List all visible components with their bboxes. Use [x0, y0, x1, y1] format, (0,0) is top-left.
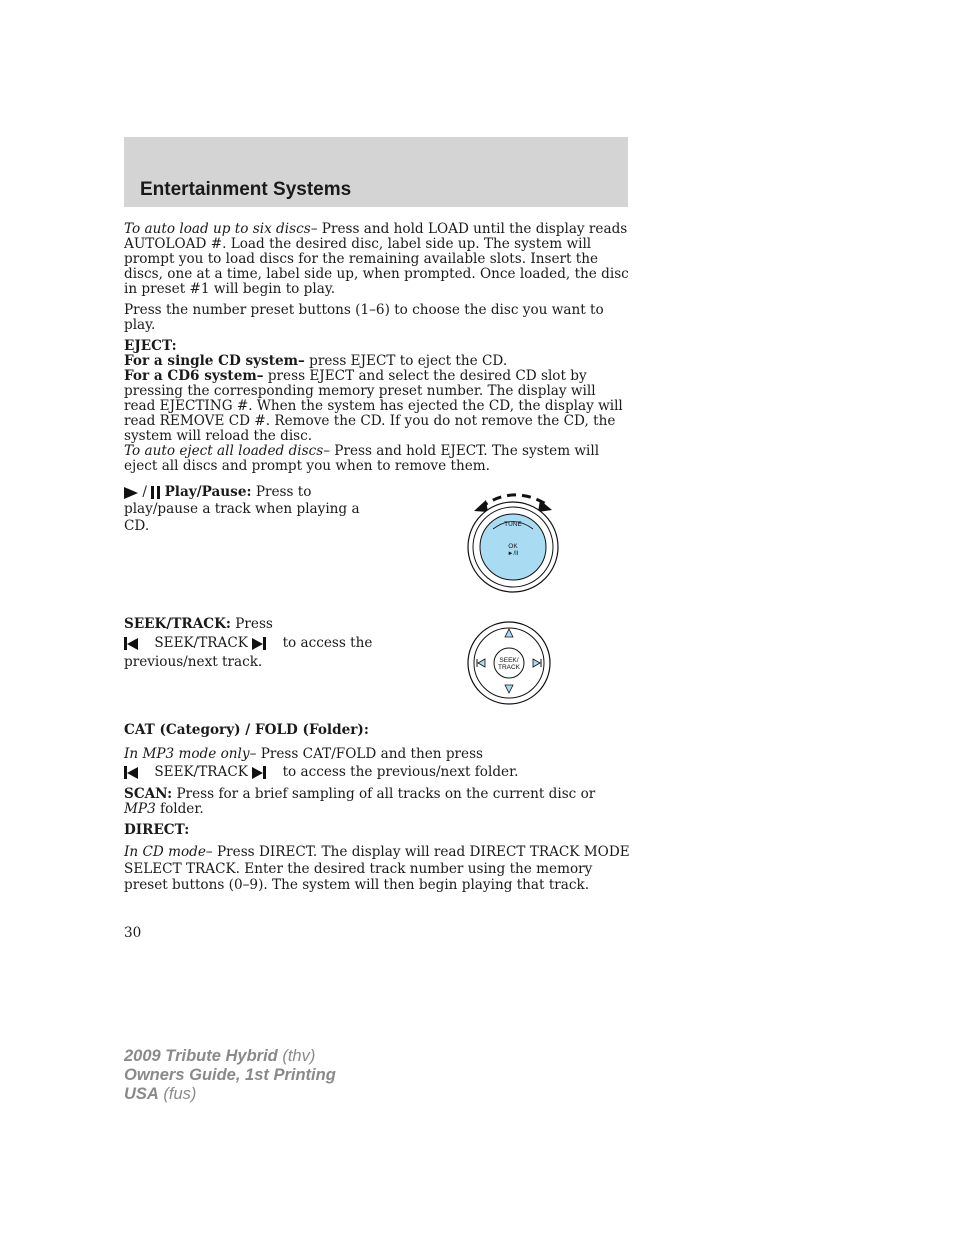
- pause-icon: [151, 486, 154, 499]
- direct-paragraph: In CD mode– Press DIRECT. The display will read DIRECT TRACK MODE SELECT TRACK. Enter the desired track number using the memory preset buttons (0–9). The system will then begin playing that track.: [124, 844, 630, 893]
- seek-track-label: SEEK/TRACK:: [124, 616, 231, 632]
- eject-single: For a single CD system– press EJECT to eject the CD.: [124, 353, 508, 369]
- ok-label: OK: [508, 543, 518, 550]
- eject-cd6: For a CD6 system– press EJECT and select the desired CD slot by pressing the corresponding memory preset number. The display will read EJECTING #. When the system has ejected the CD, the display will read REMOVE CD #. Remove the CD. If you do not remove the CD, the system will reload the disc.: [124, 368, 623, 444]
- section-title: Entertainment Systems: [140, 179, 352, 200]
- cat-heading: CAT (Category) / FOLD (Folder):: [124, 722, 369, 738]
- play-icon: [124, 487, 138, 499]
- play-pause-text: play/pause a track when playing a CD.: [124, 501, 360, 534]
- tune-label: TUNE: [504, 521, 522, 528]
- next-folder-bar-icon: [263, 766, 266, 779]
- play-pause-section: / Play/Pause: Press to play/pause a track when playing a CD.: [124, 484, 364, 535]
- autoload-text: – Press and hold LOAD until the display reads AUTOLOAD #. Load the desired disc, label side up. The system will prompt you to load discs for the remaining available slots. Insert the discs, one at a time, label side up, when prompted. Once loaded, the disc in preset #1 will begin to play.: [124, 221, 629, 297]
- previous-track-icon: [127, 638, 138, 650]
- seek-button-illustration: [465, 620, 553, 706]
- play-pause-knob-label: ►/II: [507, 551, 519, 557]
- tune-knob-illustration: [462, 488, 566, 596]
- section-header: [124, 137, 628, 207]
- eject-heading: EJECT:: [124, 338, 177, 354]
- rotate-left-arrow-icon: [474, 500, 488, 512]
- cat-section: In MP3 mode only– Press CAT/FOLD and then press SEEK/TRACK to access the previous/next folder.: [124, 746, 519, 780]
- seek-track-section: SEEK/TRACK: Press SEEK/TRACK to access the previous/next track.: [124, 616, 373, 670]
- eject-auto: To auto eject all loaded discs– Press and hold EJECT. The system will eject all discs and prompt you when to remove them.: [124, 443, 600, 474]
- next-folder-icon: [252, 767, 263, 779]
- direct-heading: DIRECT:: [124, 822, 190, 838]
- next-track-bar-icon: [263, 637, 266, 650]
- seek-button-label-2: TRACK: [497, 664, 521, 671]
- preset-paragraph: Press the number preset buttons (1–6) to choose the disc you want to play.: [124, 302, 604, 333]
- autoload-lead: To auto load up to six discs: [124, 221, 311, 237]
- footer: 2009 Tribute Hybrid (thv) Owners Guide, 1st Printing USA (fus): [124, 1047, 336, 1103]
- play-pause-label: Play/Pause:: [164, 484, 252, 500]
- autoload-paragraph: [124, 222, 630, 297]
- next-track-icon: [252, 638, 263, 650]
- eject-section: [124, 339, 630, 474]
- previous-folder-icon: [127, 767, 138, 779]
- page-number: 30: [124, 925, 142, 941]
- pause-icon-bar: [157, 486, 160, 499]
- seek-button-label-1: SEEK/: [499, 657, 519, 664]
- scan-section: SCAN: Press for a brief sampling of all tracks on the current disc or MP3 folder.: [124, 786, 596, 817]
